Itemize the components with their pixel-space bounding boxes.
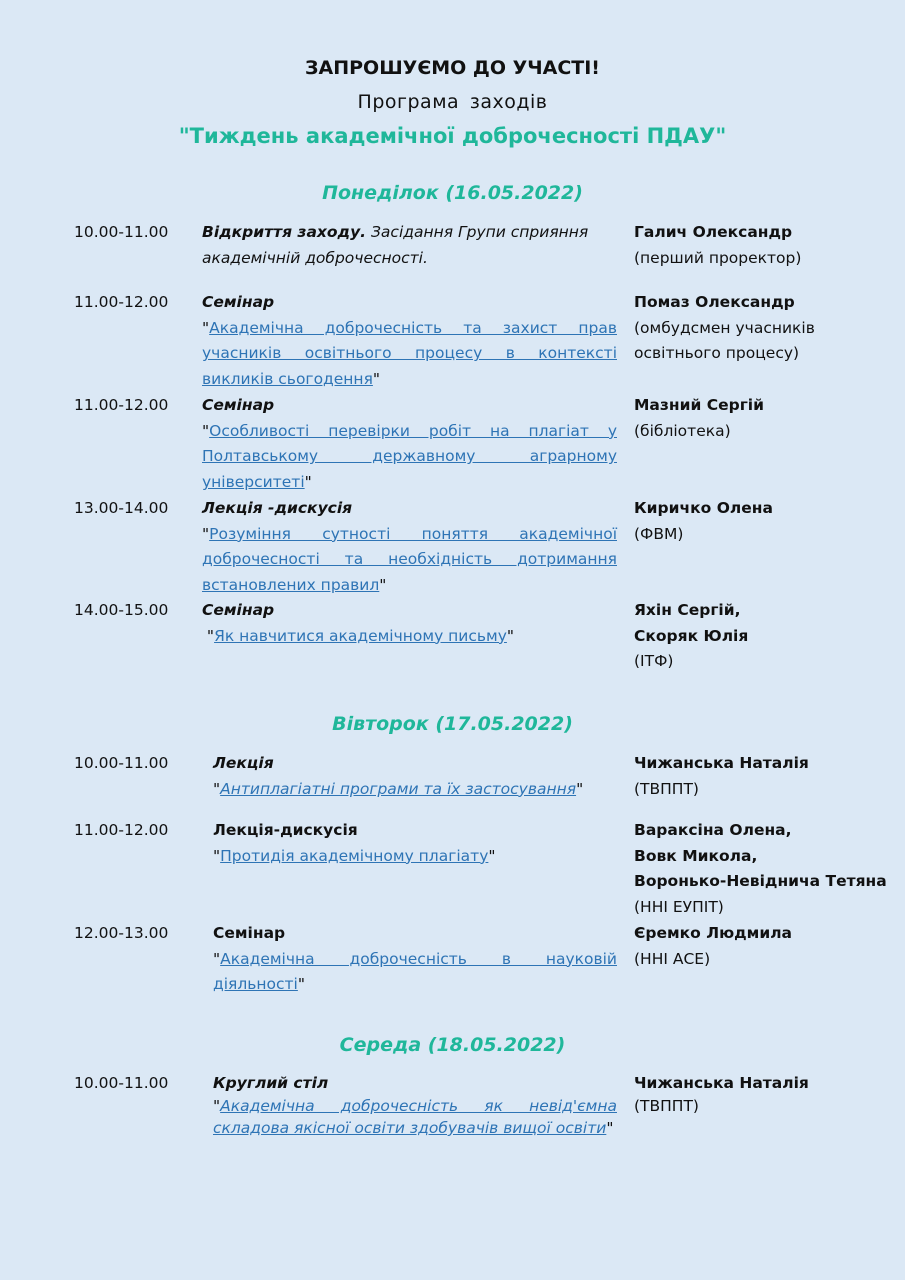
speaker-name: Вовк Микола,	[634, 846, 758, 865]
speaker-name: Мазний Сергій	[634, 396, 764, 414]
speaker-role: (ННІ АСЕ)	[634, 949, 711, 968]
event-speaker	[634, 598, 902, 675]
day-heading-tuesday: Вівторок (17.05.2022)	[332, 713, 573, 735]
speaker-name: Яхін Сергій,	[634, 601, 741, 619]
speaker-name: Помаз Олександр	[634, 293, 795, 311]
invitation-heading: ЗАПРОШУЄМО ДО УЧАСТІ!	[305, 57, 600, 79]
event-description: Семінар "Як навчитися академічному письму"	[202, 598, 617, 649]
event-link[interactable]: Розуміння сутності поняття академічної доброчесності та необхідність дотримання встановлених правил	[202, 524, 617, 595]
event-description: Семінар "Академічна доброчесність та захист прав учасників освітнього процесу в контексті викликів сьогодення"	[202, 290, 617, 393]
event-type: Лекція	[213, 754, 274, 772]
event-text: Засідання Групи сприяння академічній доброчесності.	[202, 223, 589, 267]
speaker-name: Скоряк Юлія	[634, 626, 749, 645]
event-type: Семінар	[202, 293, 275, 311]
event-type: Семінар	[202, 396, 275, 414]
event-description: Лекція-дискусія "Протидія академічному плагіату"	[213, 818, 617, 869]
speaker-role: (ТВППТ)	[634, 779, 699, 798]
event-description: Лекція "Антиплагіатні програми та їх застосування"	[213, 751, 617, 802]
speaker-role: (бібліотека)	[634, 421, 731, 440]
speaker-role: (ІТФ)	[634, 652, 674, 671]
event-description: Круглий стіл "Академічна доброчесність як невід'ємна складова якісної освіти здобувачів вищої освіти"	[213, 1074, 617, 1137]
event-link[interactable]: Як навчитися академічному письму	[214, 626, 507, 645]
event-time: 13.00-14.00	[74, 499, 169, 517]
speaker-role: (ФВМ)	[634, 524, 684, 543]
event-type: Семінар	[213, 924, 286, 942]
event-link[interactable]: Академічна доброчесність та захист прав учасників освітнього процесу в контексті викликів сьогодення	[202, 318, 617, 389]
event-type: Круглий стіл	[213, 1074, 329, 1092]
event-speaker	[634, 496, 902, 547]
event-description: Семінар "Академічна доброчесність в науковій діяльності"	[213, 921, 617, 998]
speaker-name: Вараксіна Олена,	[634, 821, 792, 839]
event-title: "Тиждень академічної доброчесності ПДАУ"	[178, 124, 727, 148]
day-heading-wednesday: Середа (18.05.2022)	[339, 1034, 566, 1056]
event-speaker	[634, 393, 902, 444]
event-time: 11.00-12.00	[74, 293, 169, 311]
event-time: 11.00-12.00	[74, 821, 169, 839]
speaker-role: (омбудсмен учасників освітнього процесу)	[634, 318, 815, 363]
speaker-role: (ТВППТ)	[634, 1096, 699, 1115]
event-speaker	[634, 1072, 902, 1117]
event-link[interactable]: Особливості перевірки робіт на плагіат у Полтавському державному аграрному університеті	[202, 421, 617, 492]
event-description: Лекція -дискусія "Розуміння сутності поняття академічної доброчесності та необхідність дотримання встановлених правил"	[202, 496, 617, 599]
event-time: 11.00-12.00	[74, 396, 169, 414]
event-link[interactable]: Академічна доброчесність як невід'ємна складова якісної освіти здобувачів вищої освіти	[213, 1096, 617, 1137]
speaker-name: Галич Олександр	[634, 223, 793, 241]
event-link[interactable]: Антиплагіатні програми та їх застосування	[220, 779, 577, 798]
event-description	[202, 220, 617, 271]
program-subtitle: Програма заходів	[357, 91, 548, 113]
event-time: 10.00-11.00	[74, 1074, 169, 1092]
event-link[interactable]: Академічна доброчесність в науковій діяльності	[213, 949, 617, 994]
speaker-name: Воронько-Невіднича Тетяна	[634, 872, 887, 891]
day-heading-monday: Понеділок (16.05.2022)	[322, 182, 583, 204]
speaker-name: Єремко Людмила	[634, 924, 793, 942]
event-type: Лекція -дискусія	[202, 499, 353, 517]
event-time: 12.00-13.00	[74, 924, 169, 942]
event-type: Відкриття заходу.	[202, 223, 367, 241]
event-type: Семінар	[202, 601, 275, 619]
speaker-role: (ННІ ЕУПІТ)	[634, 898, 724, 917]
event-speaker	[634, 751, 902, 802]
event-time: 10.00-11.00	[74, 223, 169, 241]
event-description: Семінар "Особливості перевірки робіт на плагіат у Полтавському державному аграрному університеті"	[202, 393, 617, 496]
speaker-name: Киричко Олена	[634, 499, 773, 517]
event-speaker	[634, 290, 902, 367]
event-link[interactable]: Протидія академічному плагіату	[220, 846, 489, 865]
speaker-name: Чижанська Наталія	[634, 754, 809, 772]
speaker-role: (перший проректор)	[634, 248, 802, 267]
speaker-name: Чижанська Наталія	[634, 1074, 809, 1092]
event-speaker	[634, 220, 902, 271]
event-time: 14.00-15.00	[74, 601, 169, 619]
event-type: Лекція-дискусія	[213, 821, 358, 839]
event-time: 10.00-11.00	[74, 754, 169, 772]
event-speaker	[634, 921, 902, 972]
event-speaker	[634, 818, 902, 921]
